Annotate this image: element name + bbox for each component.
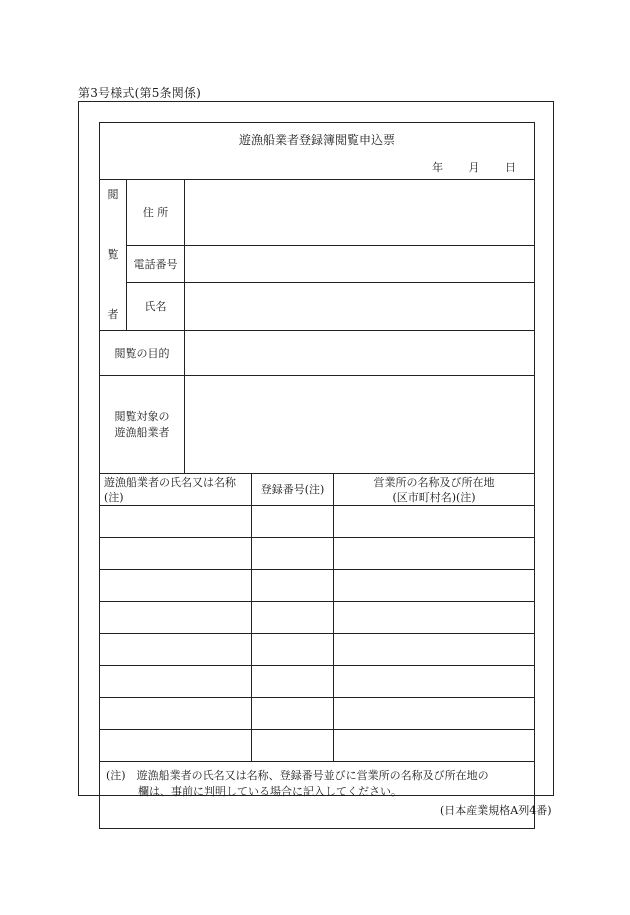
registration-number-cell[interactable] (252, 506, 334, 538)
applicant-group-label (100, 180, 127, 331)
purpose-label: 閲覧の目的 (100, 331, 185, 376)
header-business-name-line-1: 遊漁船業者の氏名又は名称 (104, 475, 236, 489)
name-label: 氏名 (127, 282, 185, 330)
header-office-location-line-1: 営業所の名称及び所在地 (373, 475, 495, 489)
business-name-cell[interactable] (100, 570, 252, 602)
registration-number-cell[interactable] (252, 570, 334, 602)
header-registration-number: 登録番号(注) (252, 474, 334, 506)
business-name-cell[interactable] (100, 506, 252, 538)
registration-number-cell[interactable] (252, 634, 334, 666)
table-row (100, 666, 535, 698)
applicant-char-3: 者 (107, 308, 119, 321)
table-row (100, 634, 535, 666)
registration-number-cell[interactable] (252, 602, 334, 634)
target-label-line-2: 遊漁船業者 (114, 425, 170, 439)
table-row (100, 602, 535, 634)
office-location-cell[interactable] (334, 666, 535, 698)
target-label (100, 376, 185, 474)
header-office-location-line-2: (区市町村名)(注) (392, 490, 476, 504)
note (100, 762, 534, 800)
target-label-line-1: 閲覧対象の (114, 409, 170, 423)
application-form-table (99, 122, 535, 829)
table-row (100, 698, 535, 730)
paper-size-note: (日本産業規格A列4番) (440, 804, 552, 817)
note-line-1: (注) 遊漁船業者の氏名又は名称、登録番号並びに営業所の名称及び所在地の (106, 769, 489, 782)
table-row (100, 570, 535, 602)
office-location-cell[interactable] (334, 506, 535, 538)
table-row (100, 538, 535, 570)
business-name-cell[interactable] (100, 666, 252, 698)
form-title: 遊漁船業者登録簿閲覧申込票 (239, 133, 396, 147)
office-location-cell[interactable] (334, 730, 535, 762)
business-name-cell[interactable] (100, 538, 252, 570)
business-name-cell[interactable] (100, 730, 252, 762)
address-label: 住 所 (127, 180, 185, 246)
date-label: 年 月 日 (432, 161, 517, 174)
business-name-cell[interactable] (100, 634, 252, 666)
note-cell (100, 762, 535, 829)
phone-label: 電話番号 (127, 245, 185, 282)
business-name-cell[interactable] (100, 602, 252, 634)
address-field[interactable] (185, 180, 535, 246)
purpose-field[interactable] (185, 331, 535, 376)
note-line-2: 欄は、事前に判明している場合に記入してください。 (138, 785, 402, 798)
office-location-cell[interactable] (334, 634, 535, 666)
table-row (100, 506, 535, 538)
header-office-location (334, 474, 535, 506)
header-business-name (100, 474, 252, 506)
office-location-cell[interactable] (334, 602, 535, 634)
office-location-cell[interactable] (334, 570, 535, 602)
office-location-cell[interactable] (334, 698, 535, 730)
title-cell (100, 123, 535, 180)
registration-number-cell[interactable] (252, 698, 334, 730)
phone-field[interactable] (185, 245, 535, 282)
target-field[interactable] (185, 376, 535, 474)
registration-number-cell[interactable] (252, 666, 334, 698)
applicant-char-1: 閲 (107, 188, 119, 201)
form-number: 第3号様式(第5条関係) (78, 86, 202, 100)
table-row (100, 730, 535, 762)
registration-number-cell[interactable] (252, 730, 334, 762)
office-location-cell[interactable] (334, 538, 535, 570)
header-business-name-line-2: (注) (104, 490, 124, 504)
business-name-cell[interactable] (100, 698, 252, 730)
name-field[interactable] (185, 282, 535, 330)
applicant-char-2: 覧 (107, 248, 119, 261)
registration-number-cell[interactable] (252, 538, 334, 570)
